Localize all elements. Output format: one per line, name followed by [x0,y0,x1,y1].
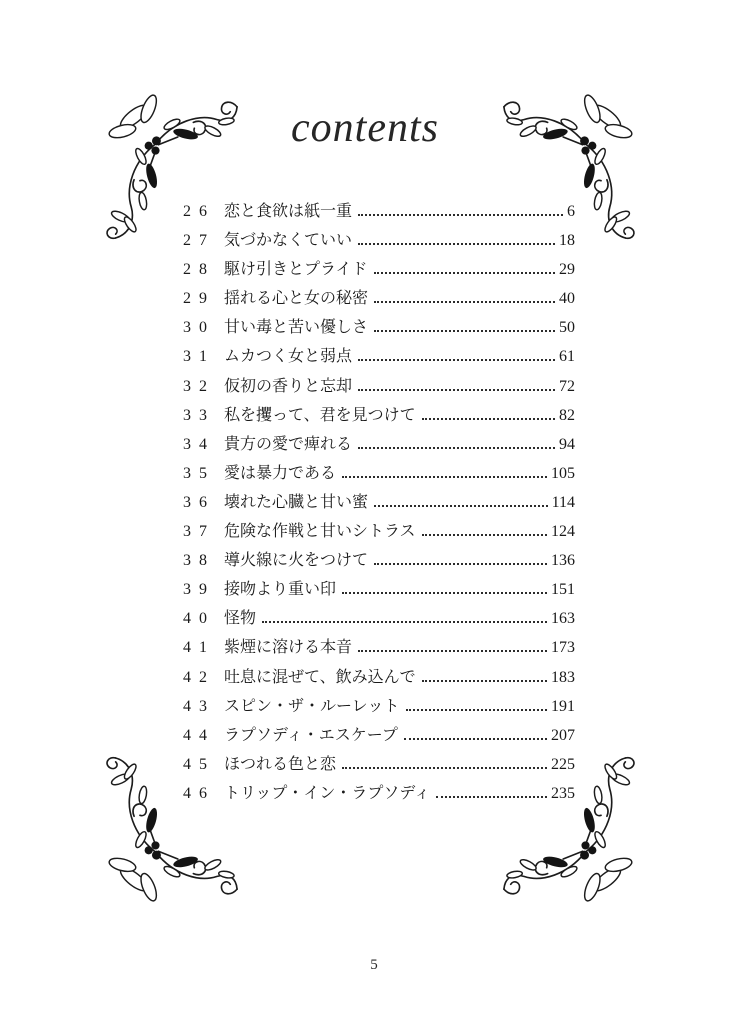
chapter-title: 壊れた心臓と甘い蜜 [224,493,369,511]
chapter-title: 気づかなくていい [224,232,353,250]
dot-leader [422,668,547,682]
dot-leader [374,289,555,303]
chapter-page-number: 105 [551,464,575,482]
chapter-page-number: 225 [551,755,575,773]
chapter-number: 43 [183,697,215,715]
chapter-title: 接吻より重い印 [224,581,337,599]
chapter-page-number: 6 [567,203,575,220]
chapter-number: 28 [183,261,215,279]
chapter-page-number: 151 [551,581,575,599]
chapter-page-number: 72 [559,377,575,395]
dot-leader [358,347,555,361]
dot-leader [358,377,555,391]
folio-page-number: 5 [370,957,378,973]
dot-leader [358,435,555,449]
chapter-title: 恋と食欲は紙一重 [224,203,353,220]
chapter-page-number: 29 [559,261,575,279]
dot-leader [422,406,555,420]
chapter-page-number: 50 [559,319,575,337]
dot-leader [342,580,547,594]
chapter-page-number: 18 [559,232,575,250]
dot-leader [374,551,547,565]
toc-entry [183,546,575,575]
dot-leader [436,784,547,798]
chapter-page-number: 94 [559,435,575,453]
chapter-number: 39 [183,581,215,599]
toc-entry [183,750,575,779]
dot-leader [422,522,547,536]
toc-entry [183,401,575,430]
toc-entry [183,575,575,604]
dot-leader [358,638,547,652]
chapter-number: 33 [183,406,215,424]
dot-leader [342,755,547,769]
chapter-number: 37 [183,523,215,541]
toc-entry [183,721,575,750]
dot-leader [374,260,555,274]
chapter-number: 38 [183,552,215,570]
dot-leader [358,202,563,216]
chapter-number: 36 [183,493,215,511]
chapter-page-number: 235 [551,784,575,802]
chapter-page-number: 173 [551,639,575,657]
chapter-title: 私を攫って、君を見つけて [224,406,416,424]
chapter-title: 駆け引きとプライド [224,261,368,279]
toc-entry [183,372,575,401]
chapter-number: 44 [183,726,215,744]
chapter-title: 貴方の愛で痺れる [224,435,353,453]
chapter-number: 40 [183,610,215,628]
page-title: contents [291,105,439,151]
chapter-number: 29 [183,290,215,308]
dot-leader [404,726,547,740]
toc-entry [183,517,575,546]
chapter-number: 27 [183,232,215,250]
chapter-page-number: 191 [551,697,575,715]
toc-entry [183,255,575,284]
chapter-title: ムカつく女と弱点 [224,348,353,366]
chapter-title: 揺れる心と女の秘密 [224,290,369,308]
toc-entry [183,692,575,721]
chapter-title: 吐息に混ぜて、飲み込んで [224,668,416,686]
chapter-page-number: 136 [551,552,575,570]
chapter-title: 怪物 [224,610,257,628]
chapter-page-number: 40 [559,290,575,308]
toc-entry [183,604,575,633]
toc-entry [183,779,575,808]
chapter-title: 愛は暴力である [224,464,337,482]
toc-entry [183,313,575,342]
dot-leader [342,464,547,478]
chapter-number: 45 [183,755,215,773]
chapter-number: 32 [183,377,215,395]
chapter-page-number: 61 [559,348,575,366]
toc-entry [183,633,575,662]
chapter-title: 導火線に火をつけて [224,552,369,570]
chapter-title: ほつれる色と恋 [224,755,337,773]
toc-entry [183,430,575,459]
toc-entry [183,663,575,692]
toc-entry [183,284,575,313]
chapter-title: 仮初の香りと忘却 [224,377,353,395]
chapter-number: 35 [183,464,215,482]
chapter-page-number: 183 [551,668,575,686]
chapter-number: 26 [183,203,215,220]
chapter-title: ラプソディ・エスケープ [224,726,398,744]
dot-leader [374,318,555,332]
chapter-title: 紫煙に溶ける本音 [224,639,353,657]
dot-leader [374,493,548,507]
dot-leader [358,231,555,245]
chapter-number: 31 [183,348,215,366]
dot-leader [262,609,547,623]
toc-entry [183,459,575,488]
toc-entry [183,197,575,226]
chapter-page-number: 114 [551,493,575,511]
chapter-page-number: 163 [551,610,575,628]
chapter-title: 危険な作戦と甘いシトラス [224,523,416,541]
toc-entry [183,342,575,371]
chapter-number: 34 [183,435,215,453]
toc-entry [183,226,575,255]
chapter-number: 41 [183,639,215,657]
chapter-page-number: 207 [551,726,575,744]
dot-leader [406,697,547,711]
chapter-number: 30 [183,319,215,337]
chapter-title: 甘い毒と苦い優しさ [224,319,369,337]
toc-list [183,197,575,808]
chapter-page-number: 82 [559,406,575,424]
chapter-page-number: 124 [551,523,575,541]
chapter-title: スピン・ザ・ルーレット [224,697,400,715]
chapter-number: 42 [183,668,215,686]
chapter-title: トリップ・イン・ラプソディ [224,784,431,802]
chapter-number: 46 [183,784,215,802]
toc-entry [183,488,575,517]
